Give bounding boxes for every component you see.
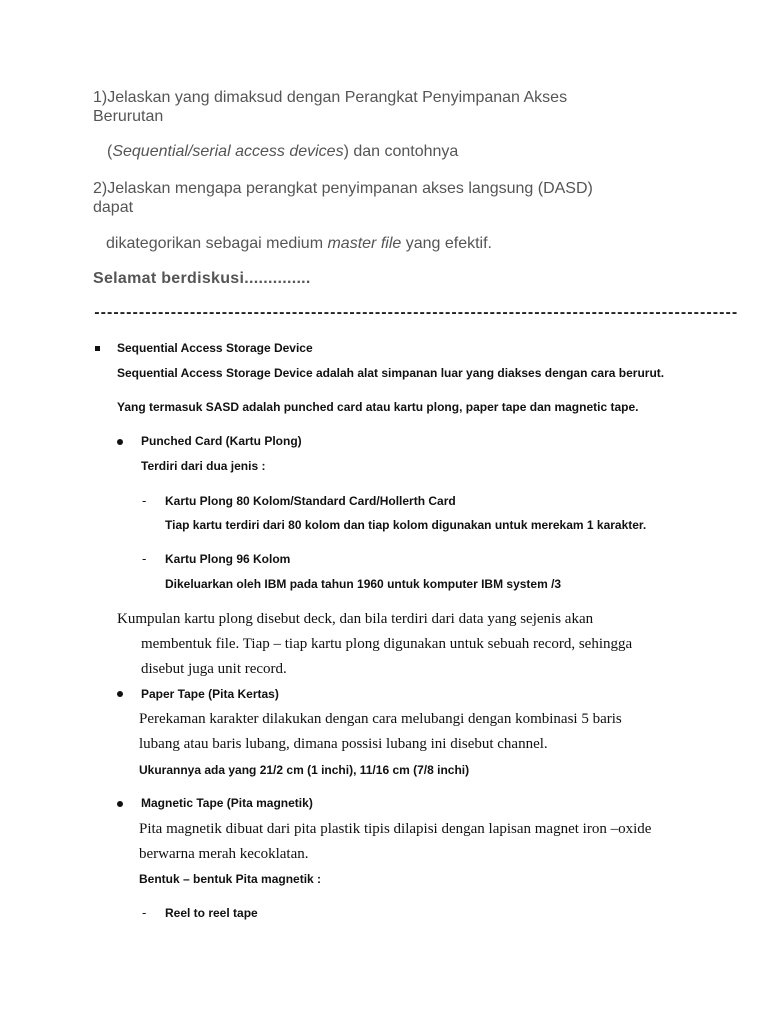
magnetic-tape-desc-line-2: berwarna merah kecoklatan. <box>139 846 309 862</box>
question-1-line-1: 1)Jelaskan yang dimaksud dengan Perangkat Penyimpanan Akses <box>93 89 568 106</box>
sasd-definition: Sequential Access Storage Device adalah alat simpanan luar yang diakses dengan cara berurut. <box>117 366 665 380</box>
punched-card-type-2-title: Kartu Plong 96 Kolom <box>165 552 291 566</box>
question-1-line-2: Berurutan <box>93 108 164 125</box>
question-2-line-3-post: yang efektif. <box>401 235 492 252</box>
magnetic-tape-form-1: Reel to reel tape <box>165 906 258 920</box>
magnetic-tape-forms: Bentuk – bentuk Pita magnetik : <box>139 872 322 886</box>
paper-tape-title: Paper Tape (Pita Kertas) <box>141 687 279 701</box>
punched-card-type-1-title: Kartu Plong 80 Kolom/Standard Card/Hollerth Card <box>165 494 456 508</box>
round-bullet-icon <box>117 439 123 445</box>
punched-card-intro: Terdiri dari dua jenis : <box>141 459 266 473</box>
question-2-line-3-pre: dikategorikan sebagai medium <box>106 235 328 252</box>
punched-card-type-1-desc: Tiap kartu terdiri dari 80 kolom dan tiap kolom digunakan untuk merekam 1 karakter. <box>165 518 647 532</box>
dash-bullet-icon: - <box>142 493 147 508</box>
square-bullet-icon <box>95 346 100 351</box>
deck-description-line-2: membentuk file. Tiap – tiap kartu plong digunakan untuk sebuah record, sehingga <box>141 636 633 652</box>
magnetic-tape-desc-line-1: Pita magnetik dibuat dari pita plastik tipis dilapisi dengan lapisan magnet iron –oxide <box>139 821 652 837</box>
question-1-paren: ( <box>107 143 113 160</box>
section-divider: ----------------------------------------------------------------------------------------------------- <box>93 306 738 321</box>
paper-tape-desc-line-2: lubang atau baris lubang, dimana possisi lubang ini disebut channel. <box>139 736 548 752</box>
punched-card-title: Punched Card (Kartu Plong) <box>141 434 302 448</box>
dash-bullet-icon: - <box>142 905 147 920</box>
round-bullet-icon <box>117 691 123 697</box>
question-2-line-1: 2)Jelaskan mengapa perangkat penyimpanan akses langsung (DASD) <box>93 180 593 197</box>
question-1-italic-term: Sequential/serial access devices <box>112 143 344 160</box>
question-1-line-3 <box>107 142 458 162</box>
sasd-examples: Yang termasuk SASD adalah punched card atau kartu plong, paper tape dan magnetic tape. <box>117 400 639 414</box>
punched-card-type-2-desc: Dikeluarkan oleh IBM pada tahun 1960 untuk komputer IBM system /3 <box>165 577 562 591</box>
paper-tape-desc-line-1: Perekaman karakter dilakukan dengan cara melubangi dengan kombinasi 5 baris <box>139 711 622 727</box>
deck-description-line-1: Kumpulan kartu plong disebut deck, dan bila terdiri dari data yang sejenis akan <box>117 611 594 627</box>
paper-tape-size: Ukurannya ada yang 21/2 cm (1 inchi), 11/16 cm (7/8 inchi) <box>139 763 470 777</box>
dash-bullet-icon: - <box>142 551 147 566</box>
question-2-italic-term: master file <box>327 235 402 252</box>
round-bullet-icon <box>117 801 123 807</box>
sasd-heading: Sequential Access Storage Device <box>117 341 313 355</box>
magnetic-tape-title: Magnetic Tape (Pita magnetik) <box>141 796 313 810</box>
closing-text: Selamat berdiskusi.............. <box>93 270 311 287</box>
question-1-line-3-rest: ) dan contohnya <box>343 143 459 160</box>
question-2-line-3 <box>106 234 492 254</box>
deck-description-line-3: disebut juga unit record. <box>141 661 287 677</box>
question-2-line-2: dapat <box>93 199 134 216</box>
